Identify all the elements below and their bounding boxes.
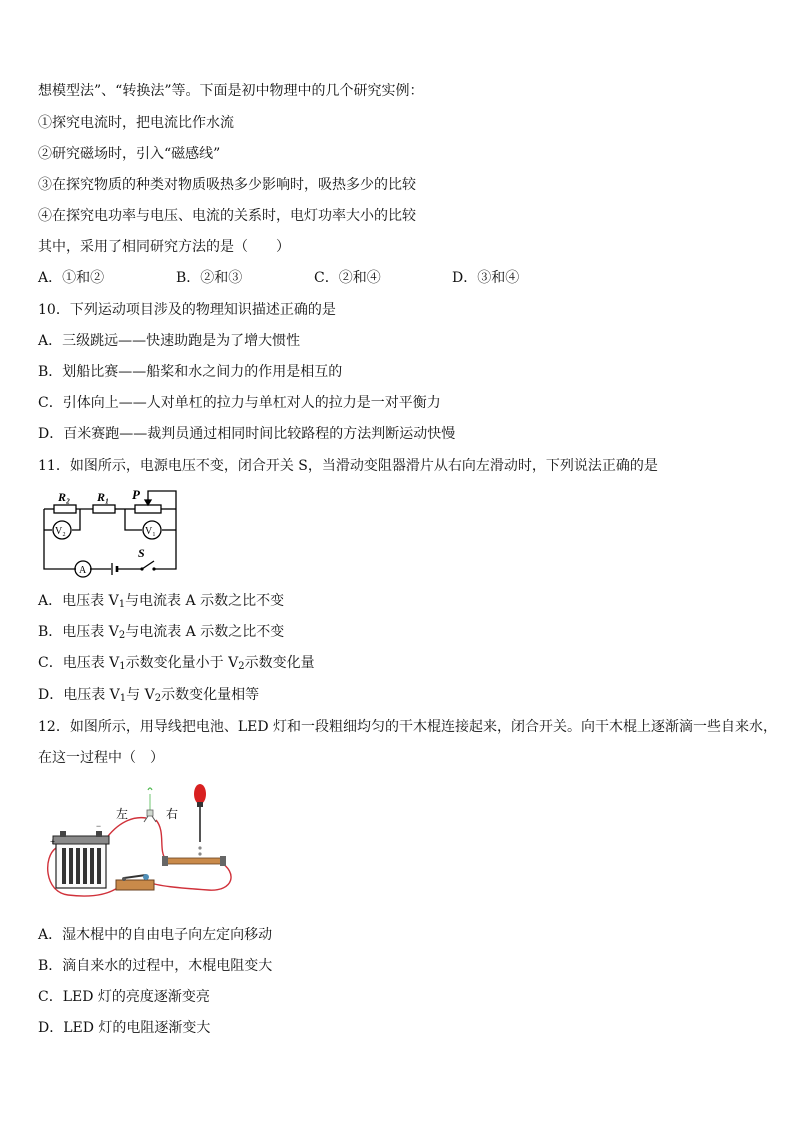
q9-option-a: A．①和② <box>38 270 105 286</box>
q11-option-a: A．电压表 $V_1$与电流表 A 示数之比不变 <box>38 593 285 610</box>
label-right: 右 <box>166 807 179 821</box>
battery-icon <box>50 821 109 888</box>
q12-option-c: C．LED 灯的亮度逐渐变亮 <box>38 989 210 1005</box>
knife-switch-icon <box>116 874 154 890</box>
q10-stem: 10．下列运动项目涉及的物理知识描述正确的是 <box>38 302 336 318</box>
q9-question: 其中，采用了相同研究方法的是（ ） <box>38 239 290 255</box>
q10-option-a: A．三级跳远——快速助跑是为了增大惯性 <box>38 333 301 349</box>
q9-example-4: ④在探究电功率与电压、电流的关系时，电灯功率大小的比较 <box>38 208 416 224</box>
q11-option-b: B．电压表 $V_2$与电流表 A 示数之比不变 <box>38 624 285 641</box>
label-r2: R₂ <box>58 490 71 504</box>
q12-option-a: A．湿木棍中的自由电子向左定向移动 <box>38 927 273 943</box>
resistor-r2 <box>54 505 76 513</box>
q10-option-c: C．引体向上——人对单杠的拉力与单杠对人的拉力是一对平衡力 <box>38 395 441 411</box>
q9-example-1: ①探究电流时，把电流比作水流 <box>38 115 234 131</box>
q9-options <box>38 269 519 287</box>
q9-example-3: ③在探究物质的种类对物质吸热多少影响时，吸热多少的比较 <box>38 177 416 193</box>
svg-text:+: + <box>50 837 56 847</box>
resistor-r1 <box>93 505 115 513</box>
q12-option-d: D．LED 灯的电阻逐渐变大 <box>38 1020 211 1036</box>
q10-option-b: B．划船比赛——船桨和水之间力的作用是相互的 <box>38 364 343 380</box>
label-left: 左 <box>116 807 129 821</box>
led-icon <box>144 788 156 822</box>
label-v2: V₂ <box>55 526 66 537</box>
q11-option-d: D．电压表 $V_1$与 $V_2$示数变化量相等 <box>38 687 260 704</box>
q12-option-b: B．滴自来水的过程中，木棍电阻变大 <box>38 958 273 974</box>
q9-example-2: ②研究磁场时，引入“磁感线” <box>38 146 221 162</box>
q9-option-b: B．②和③ <box>176 270 243 286</box>
q12-apparatus-figure <box>38 782 238 902</box>
dropper-icon <box>194 784 206 856</box>
label-a: A <box>79 565 87 576</box>
intro-line: 想模型法”、“转换法”等。下面是初中物理中的几个研究实例： <box>38 83 424 99</box>
q9-option-c: C．②和④ <box>314 270 381 286</box>
q11-circuit-diagram <box>38 485 184 580</box>
q11-option-c: C．电压表 $V_1$示数变化量小于 $V_2$示数变化量 <box>38 655 315 672</box>
q11-stem: 11．如图所示，电源电压不变，闭合开关 S，当滑动变阻器滑片从右向左滑动时，下列说法正确的是 <box>38 458 658 474</box>
q12-stem-cont: 在这一过程中（ ） <box>38 750 164 766</box>
q12-stem: 12．如图所示，用导线把电池、LED 灯和一段粗细均匀的干木棍连接起来，闭合开关。向干木棍上逐渐滴一些自来水， <box>38 719 778 735</box>
label-r1: R₁ <box>97 490 110 504</box>
label-s: S <box>138 546 145 560</box>
label-p: P <box>132 487 140 502</box>
q10-option-d: D．百米赛跑——裁判员通过相同时间比较路程的方法判断运动快慢 <box>38 426 456 442</box>
q9-option-d: D．③和④ <box>452 270 520 286</box>
label-v1: V₁ <box>145 526 156 537</box>
svg-text:−: − <box>96 821 102 831</box>
wooden-stick-icon <box>162 856 226 866</box>
